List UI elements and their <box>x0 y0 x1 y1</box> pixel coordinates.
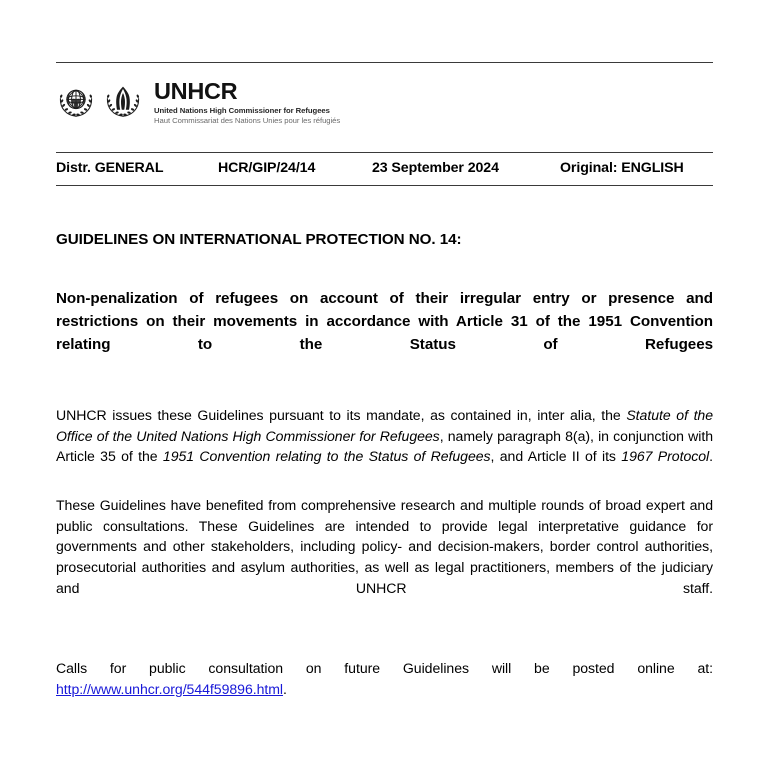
header-rule-top <box>56 62 713 63</box>
un-emblem-icon <box>56 81 96 126</box>
p1-segment-4: . <box>709 448 713 465</box>
consultation-link[interactable]: http://www.unhcr.org/544f59896.html <box>56 680 284 697</box>
distribution-label: Distr. GENERAL <box>56 160 164 176</box>
p1-italic-statute: Statute of the Office of the United Nations High Commissioner for Refugees <box>56 407 714 444</box>
unhcr-tagline-english: United Nations High Commissioner for Refugees <box>154 105 330 115</box>
paragraph-consultations: These Guidelines have benefited from comprehensive research and multiple rounds of broad expert and public consultations. These Guidelines are intended to provide legal interpretative guidance for governments and other stakeholders, including policy- and decision-makers, border control authorities, prosecutorial authorities and asylum authorities, as well as legal practitioners, members of the judiciary and UNHCR staff. <box>56 497 713 596</box>
document-symbol: HCR/GIP/24/14 <box>218 160 316 176</box>
unhcr-tagline-french: Haut Commissariat des Nations Unies pour les réfugiés <box>154 115 341 125</box>
p1-segment-2: , namely paragraph 8(a), in conjunction with Article 35 of the <box>56 427 713 465</box>
page-subtitle: Non-penalization of refugees on account of their irregular entry or presence and restrictions on their movements in accordance with Article 31 of the 1951 Convention relating to the Status of Refugees <box>56 290 713 354</box>
unhcr-wordmark-text: UNHCR <box>154 78 238 104</box>
unhcr-emblem-icon <box>103 81 143 126</box>
paragraph-mandate <box>56 405 713 488</box>
p1-segment-3: , and Article II of its <box>490 448 622 465</box>
page-title: GUIDELINES ON INTERNATIONAL PROTECTION NO. 14: <box>56 231 462 248</box>
distribution-rule-top <box>56 152 713 153</box>
unhcr-wordmark <box>154 80 340 126</box>
original-language: Original: ENGLISH <box>560 160 684 176</box>
paragraph-public-consultation <box>56 658 713 720</box>
p3-trailing-period: . <box>283 680 287 697</box>
unhcr-masthead <box>56 80 340 126</box>
distribution-header <box>56 160 713 182</box>
document-date: 23 September 2024 <box>372 160 499 176</box>
p1-italic-protocol: 1967 Protocol <box>621 448 710 465</box>
distribution-rule-bottom <box>56 185 713 186</box>
p1-segment-1: UNHCR issues these Guidelines pursuant to its mandate, as contained in, inter alia, the <box>56 407 627 423</box>
p1-italic-convention: 1951 Convention relating to the Status of Refugees <box>162 448 491 465</box>
p3-text: Calls for public consultation on future Guidelines will be posted online at: <box>56 660 713 676</box>
